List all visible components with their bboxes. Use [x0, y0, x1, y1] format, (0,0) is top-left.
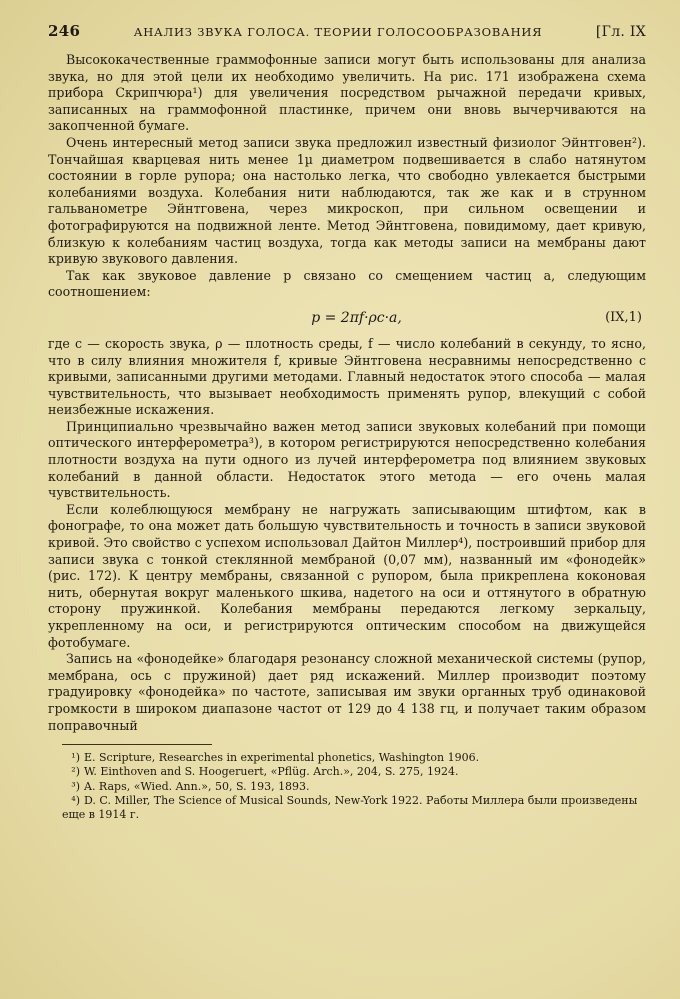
footnote-mark: ²) [71, 765, 80, 779]
paragraph: где c — скорость звука, ρ — плотность среды, f — число колебаний в секунду, то ясно, что в силу влияния множителя f, кривые Эйнтговена несравнимы непосредственно с кривыми, записанными другими методами. Главный недостаток этого способа — малая чувствительность, что вызывает необходимость применять рупор, влекущий с собой неизбежные искажения. [48, 335, 646, 418]
footnote-mark: ⁴) [71, 793, 80, 807]
paragraph: Так как звуковое давление p связано со смещением частиц a, следующим соотношением: [48, 267, 646, 300]
paragraph: Если колеблющуюся мембрану не нагружать записывающим штифтом, как в фонографе, то она может дать большую чувствительность и точность в записи звуковой кривой. Это свойство с успехом использовал Дайтон Миллер⁴), построивший прибор для записи звука с тонкой стеклянной мембраной (0,07 мм), названный им «фонодейк» (рис. 172). К центру мембраны, связанной с рупором, была прикреплена коконовая нить, обернутая вокруг маленького шкива, надетого на оси и оттянутого в обратную сторону пружинкой. Колебания мембраны передаются легкому зеркальцу, укрепленному на оси, и регистрируются оптическим способом на движущейся фотобумаге. [48, 501, 646, 650]
footnote-mark: ¹) [71, 751, 80, 765]
footnote [48, 780, 646, 794]
footnotes [48, 751, 646, 822]
footnote-text: W. Einthoven and S. Hoogeruert, «Pflüg. Arch.», 204, S. 275, 1924. [84, 765, 459, 779]
paragraph: Очень интересный метод записи звука предложил известный физиолог Эйнтговен²). Тончайшая кварцевая нить менее 1µ диаметром подвешивается в слабо натянутом состоянии в горле рупора; она настолько легка, что свободно увлекается быстрыми колебаниями воздуха. Колебания нити наблюдаются, так же как и в струнном гальванометре Эйнтговена, через микроскоп, при сильном освещении и фотографируются на подвижной ленте. Метод Эйнтговена, повидимому, дает кривую, близкую к колебаниям частиц воздуха, тогда как методы записи на мембраны дают кривую звукового давления. [48, 134, 646, 267]
chapter-marker: [Гл. IX [595, 24, 646, 40]
footnote [48, 794, 646, 822]
main-text [48, 52, 646, 734]
footnote-divider [62, 744, 212, 745]
footnote-text: D. C. Miller, The Science of Musical Sounds, New-York 1922. Работы Миллера были произведены еще в 1914 г. [62, 793, 638, 821]
page-header [48, 22, 646, 40]
equation-number: (IX,1) [605, 310, 642, 326]
footnote [48, 751, 646, 765]
paragraph: Высококачественные граммофонные записи могут быть использованы для анализа звука, но для этой цели их необходимо увеличить. На рис. 171 изображена схема прибора Скрипчюра¹) для увеличения посредством рычажной передачи кривых, записанных на граммофонной пластинке, причем они вновь вычерчиваются на закопченной бумаге. [48, 52, 646, 134]
footnote-mark: ³) [71, 779, 80, 793]
footnote-text: A. Raps, «Wied. Ann.», 50, S. 193, 1893. [84, 779, 310, 793]
paragraph: Запись на «фонодейке» благодаря резонансу сложной механической системы (рупор, мембрана, ось с пружиной) дает ряд искажений. Миллер производит поэтому градуировку «фонодейка» по частоте, записывая им звуки органных труб одинаковой громкости в широком диапазоне частот от 129 до 4 138 гц, и получает таким образом поправочный [48, 651, 646, 733]
footnote-text: E. Scripture, Researches in experimental phonetics, Washington 1906. [84, 751, 480, 765]
equation-expression: p = 2πf·ρc·a, [311, 309, 402, 326]
paragraph: Принципиально чрезвычайно важен метод записи звуковых колебаний при помощи оптического интерферометра³), в котором регистрируются непосредственно колебания плотности воздуха на пути одного из лучей интерферометра под влиянием звуковых колебаний в данной области. Недостаток этого метода — его очень малая чувствительность. [48, 418, 646, 501]
equation [48, 307, 646, 329]
page-number: 246 [48, 22, 81, 40]
running-title: АНАЛИЗ ЗВУКА ГОЛОСА. ТЕОРИИ ГОЛОСООБРАЗОВАНИЯ [133, 25, 543, 39]
footnote [48, 765, 646, 779]
